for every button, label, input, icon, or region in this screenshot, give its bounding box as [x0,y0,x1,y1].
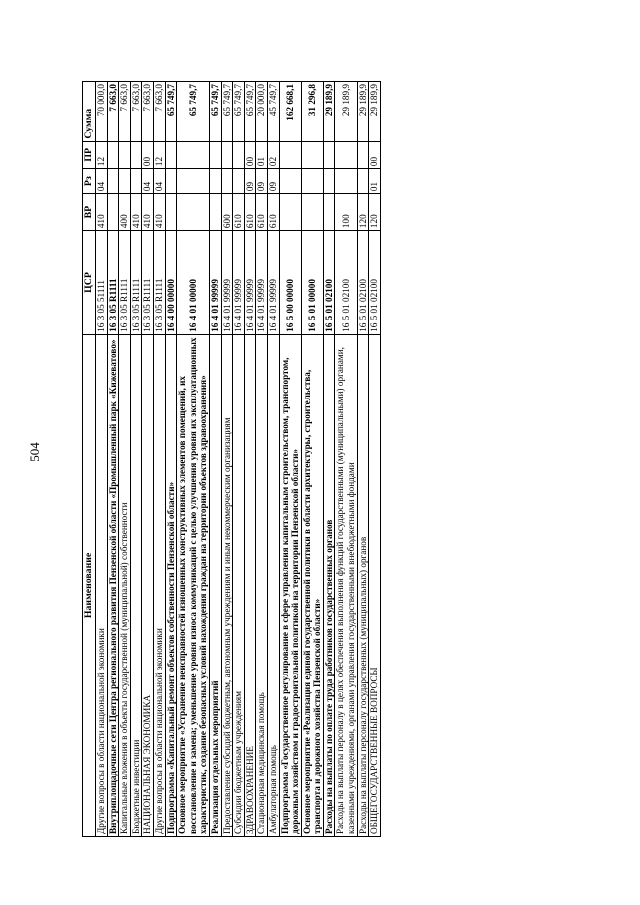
cell-vr: 120 [369,194,381,231]
cell-sum: 29 189,9 [323,82,335,142]
cell-vr [177,194,210,231]
cell-pr [119,141,131,168]
cell-vr: 400 [119,194,131,231]
header-sum: Сумма [83,82,96,142]
cell-name: Внутриплощадочные сети Центра регионального развития Пензенской области «Промышленный парк «Кижеватово» [107,334,119,836]
table-row [301,82,323,837]
table-row [153,82,165,837]
cell-csr: 16 4 01 99999 [221,231,233,335]
cell-csr: 16 4 01 99999 [244,231,256,335]
header-rz: Рз [83,169,96,194]
cell-pr: 00 [369,141,381,168]
cell-sum: 65 749,7 [221,82,233,142]
cell-csr: 16 3 05 R1111 [153,231,165,335]
cell-name: ЗДРАВООХРАНЕНИЕ [244,334,256,836]
cell-rz [335,169,357,194]
cell-sum: 20 000,0 [256,82,268,142]
cell-name: Подпрограмма «Капитальный ремонт объектов собственности Пензенской области» [165,334,177,836]
cell-vr: 410 [142,194,154,231]
cell-sum: 70 000,0 [96,82,108,142]
cell-name: Субсидии бюджетным учреждениям [233,334,245,836]
cell-pr: 00 [244,141,256,168]
cell-rz [357,169,369,194]
page-number: 504 [27,442,42,462]
cell-name: Стационарная медицинская помощь [256,334,268,836]
cell-vr: 610 [256,194,268,231]
cell-vr [301,194,323,231]
cell-pr [233,141,245,168]
cell-sum: 65 749,7 [209,82,221,142]
table-row [357,82,369,837]
cell-rz [165,169,177,194]
cell-pr [221,141,233,168]
cell-name: Расходы на выплаты по оплате труда работников государственных органов [323,334,335,836]
cell-csr: 16 4 01 99999 [209,231,221,335]
cell-pr: 00 [142,141,154,168]
cell-rz: 09 [244,169,256,194]
cell-vr [279,194,301,231]
cell-csr: 16 3 05 R1111 [142,231,154,335]
cell-rz [177,169,210,194]
cell-csr: 16 3 05 51111 [96,231,108,335]
cell-csr: 16 4 00 00000 [165,231,177,335]
cell-csr: 16 4 01 99999 [267,231,279,335]
table-row [177,82,210,837]
cell-sum: 65 749,7 [177,82,210,142]
cell-csr: 16 4 01 00000 [177,231,210,335]
table-row [165,82,177,837]
cell-csr: 16 3 05 R1111 [107,231,119,335]
cell-csr: 16 4 01 99999 [256,231,268,335]
cell-name: НАЦИОНАЛЬНАЯ ЭКОНОМИКА [142,334,154,836]
table-row [244,82,256,837]
cell-sum: 65 749,7 [165,82,177,142]
cell-name: Основное мероприятие «Реализация единой государственной политики в области архитектуры, строительства, транспорта и дорожного хозяйства Пензенской области» [301,334,323,836]
cell-pr [130,141,142,168]
cell-rz [323,169,335,194]
cell-vr [323,194,335,231]
table-row [279,82,301,837]
header-name: Наименование [83,334,96,836]
cell-pr: 12 [96,141,108,168]
rotated-page-content [82,81,381,837]
cell-csr: 16 5 01 02100 [323,231,335,335]
cell-sum: 29 189,9 [357,82,369,142]
cell-sum: 65 749,7 [244,82,256,142]
cell-pr [165,141,177,168]
cell-csr: 16 3 05 R1111 [130,231,142,335]
table-row [142,82,154,837]
cell-sum: 7 663,0 [153,82,165,142]
table-row [335,82,357,837]
cell-vr: 410 [130,194,142,231]
cell-csr: 16 3 05 R1111 [119,231,131,335]
cell-vr: 410 [96,194,108,231]
cell-csr: 16 5 01 02100 [369,231,381,335]
cell-vr: 610 [244,194,256,231]
cell-rz: 04 [153,169,165,194]
cell-csr: 16 5 00 00000 [279,231,301,335]
table-row [256,82,268,837]
cell-name: Другие вопросы в области национальной экономики [153,334,165,836]
table-header-row [83,82,96,837]
cell-rz [130,169,142,194]
cell-rz: 09 [256,169,268,194]
table-row [107,82,119,837]
cell-pr: 01 [256,141,268,168]
cell-vr: 610 [267,194,279,231]
table-row [267,82,279,837]
cell-pr [209,141,221,168]
cell-name: Бюджетные инвестиции [130,334,142,836]
header-pr: ПР [83,141,96,168]
cell-name: Подпрограмма «Государственное регулирование в сфере управления капитальным строительством, транспортом, дорожным хозяйством и градостроительной политикой на территории Пензенской области» [279,334,301,836]
cell-rz [119,169,131,194]
cell-pr [279,141,301,168]
cell-name: Предоставление субсидий бюджетным, автономным учреждениям и иным некоммерческим организациям [221,334,233,836]
cell-vr: 610 [233,194,245,231]
budget-table [82,81,381,837]
cell-pr [357,141,369,168]
cell-vr [107,194,119,231]
cell-name: Расходы на выплаты персоналу государственных (муниципальных) органов [357,334,369,836]
table-row [130,82,142,837]
cell-rz: 01 [369,169,381,194]
cell-pr [107,141,119,168]
cell-sum: 31 296,8 [301,82,323,142]
table-row [209,82,221,837]
cell-sum: 7 663,0 [107,82,119,142]
cell-vr: 600 [221,194,233,231]
cell-vr: 100 [335,194,357,231]
cell-name: Амбулаторная помощь [267,334,279,836]
cell-pr: 02 [267,141,279,168]
cell-rz: 04 [96,169,108,194]
cell-rz [301,169,323,194]
header-vr: ВР [83,194,96,231]
table-row [96,82,108,837]
cell-sum: 7 663,0 [119,82,131,142]
table-row [221,82,233,837]
cell-sum: 29 189,9 [335,82,357,142]
cell-vr: 120 [357,194,369,231]
cell-rz [221,169,233,194]
cell-vr: 410 [153,194,165,231]
cell-sum: 7 663,0 [130,82,142,142]
cell-name: Капитальные вложения в объекты государственной (муниципальной) собственности [119,334,131,836]
table-row [233,82,245,837]
cell-pr [323,141,335,168]
cell-sum: 45 749,7 [267,82,279,142]
header-csr: ЦСР [83,231,96,335]
table-row [119,82,131,837]
cell-name: Реализация отдельных мероприятий [209,334,221,836]
cell-pr [177,141,210,168]
cell-name: ОБЩЕГОСУДАРСТВЕННЫЕ ВОПРОСЫ [369,334,381,836]
cell-rz [233,169,245,194]
cell-name: Расходы на выплаты персоналу в целях обеспечения выполнения функций государственными (муниципальными) органами, казенными учреждениями, органами управления государственными внебюджетными фондами [335,334,357,836]
cell-pr [301,141,323,168]
cell-name: Другие вопросы в области национальной экономики [96,334,108,836]
cell-csr: 16 5 01 02100 [335,231,357,335]
table-row [369,82,381,837]
cell-csr: 16 4 01 99999 [233,231,245,335]
cell-sum: 162 668,1 [279,82,301,142]
cell-csr: 16 5 01 00000 [301,231,323,335]
cell-sum: 7 663,0 [142,82,154,142]
cell-vr [209,194,221,231]
cell-rz: 04 [142,169,154,194]
cell-sum: 65 749,7 [233,82,245,142]
cell-rz: 09 [267,169,279,194]
cell-rz [107,169,119,194]
cell-vr [165,194,177,231]
cell-csr: 16 5 01 02100 [357,231,369,335]
cell-sum: 29 189,9 [369,82,381,142]
table-row [323,82,335,837]
cell-pr [335,141,357,168]
cell-name: Основное мероприятие «Устранение неисправностей изношенных конструктивных элементов помещений, их восстановление и замена; уменьшение уровня износа коммуникаций с целью улучшения уровня их эксплуатационных характеристик, создание безопасных условий нахождения граждан на территории объектов здравоохранения» [177,334,210,836]
cell-rz [279,169,301,194]
cell-pr: 12 [153,141,165,168]
cell-rz [209,169,221,194]
